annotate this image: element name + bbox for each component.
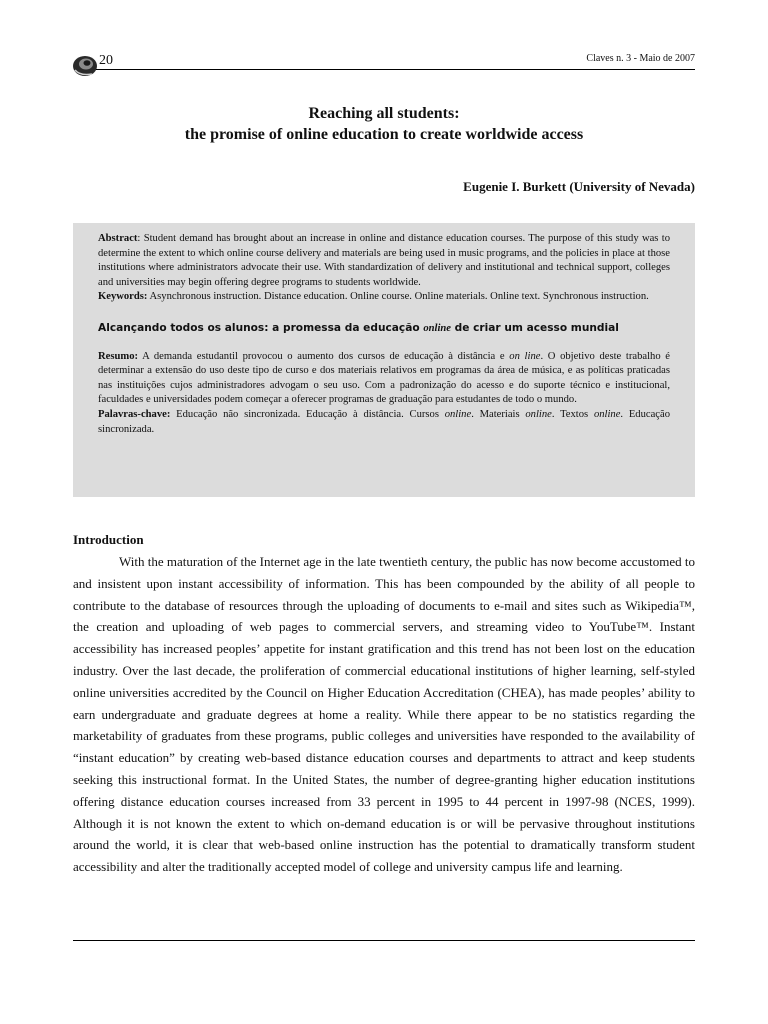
resumo-text-2: . O objetivo deste trabalho é determinar a extensão do uso deste tipo de curso e dos materiais relativos em programas da área de música, e as políticas praticadas nas instituições cujos administradores advogam o seu uso. Com a padronização do acesso e do suporte técnico e institucional, faculdades e universidades podem começar a oferecer programas de graduação para estudantes de todo o mundo.: [98, 350, 670, 406]
pt-title-part-2: de criar um acesso mundial: [450, 321, 619, 334]
palavras-chave-label: Palavras-chave:: [98, 408, 171, 420]
title-line-1: Reaching all students:: [308, 105, 460, 122]
journal-logo-icon: [72, 52, 98, 78]
palavras-chave-paragraph: [98, 408, 670, 437]
resumo-paragraph: [98, 350, 670, 408]
introduction-body: With the maturation of the Internet age in the late twentieth century, the public has now become accustomed to and insistent upon instant accessibility of information. This has been compounded by the ability of all people to contribute to the database of resources through the uploading of documents to e-mail and sites such as Wikipedia™, the creation and uploading of web pages to commercial servers, and streaming video to YouTube™. Instant accessibility has increased peoples’ appetite for instant gratification and this trend has not been lost on the education industry. Over the last decade, the proliferation of commercial educational institutions of higher learning, self-styled online universities accredited by the Council on Higher Education Accreditation (CHEA), has made peoples’ ability to earn undergraduate and graduate degrees at home a reality. While there appear to be no statistics regarding the marketability of graduates from these programs, public colleges and universities have responded to the availability of “instant education” by creating web-based distance education courses and departments to attract and keep students seeking this instructional format. In the United States, the number of degree-granting higher education institutions offering distance education courses increased from 33 percent in 1995 to 44 percent in 1997-98 (NCES, 1999). Although it is not known the extent to which on-demand education is or will be pervasive throughout institutions around the world, it is clear that web-based online instruction has the potential to dramatically transform student accessibility and alter the traditionally accepted model of college and university campus life and learning.: [73, 554, 695, 875]
abstract-label: Abstract: [98, 233, 138, 244]
introduction-heading: Introduction: [73, 532, 144, 547]
palavras-italic-1: online: [444, 408, 472, 420]
abstract-text: : Student demand has brought about an increase in online and distance education courses. The purpose of this study was to determine the extent to which online course delivery and materials are being used in music programs, and the policies in place at those institutions where administrators advocate their use. With standardization of delivery and institutional and technical support, colleges and universities may begin offering degree programs to students worldwide.: [98, 233, 670, 288]
keywords-paragraph: [98, 290, 670, 305]
palavras-text-1: Educação não sincronizada. Educação à distância. Cursos: [170, 408, 445, 420]
header-rule: [96, 69, 695, 70]
author-line: Eugenie I. Burkett (University of Nevada): [463, 179, 695, 194]
journal-reference: Claves n. 3 - Maio de 2007: [586, 53, 695, 64]
portuguese-title: [98, 321, 670, 337]
page-number: 20: [99, 53, 113, 68]
abstract-paragraph: [98, 232, 670, 290]
palavras-italic-3: online: [593, 408, 621, 420]
article-title: [73, 103, 695, 145]
pt-title-italic: online: [423, 322, 451, 334]
keywords-text: Asynchronous instruction. Distance education. Online course. Online materials. Online text. Synchronous instruction.: [147, 291, 649, 303]
title-line-2: the promise of online education to create worldwide access: [184, 126, 584, 143]
pt-title-part-1: Alcançando todos os alunos: a promessa da educação: [98, 321, 424, 334]
resumo-italic: on line: [509, 350, 541, 362]
abstract-box: [73, 223, 695, 497]
keywords-label: Keywords:: [98, 291, 148, 303]
footer-rule: [73, 940, 695, 941]
resumo-label: Resumo:: [98, 350, 139, 362]
palavras-text-2: . Materiais: [471, 408, 526, 420]
palavras-text-3: . Textos: [551, 408, 594, 420]
resumo-text-1: A demanda estudantil provocou o aumento dos cursos de educação à distância e: [138, 350, 510, 362]
palavras-italic-2: online: [525, 408, 552, 420]
palavras-text-4: . Educação sincronizada.: [98, 408, 670, 435]
